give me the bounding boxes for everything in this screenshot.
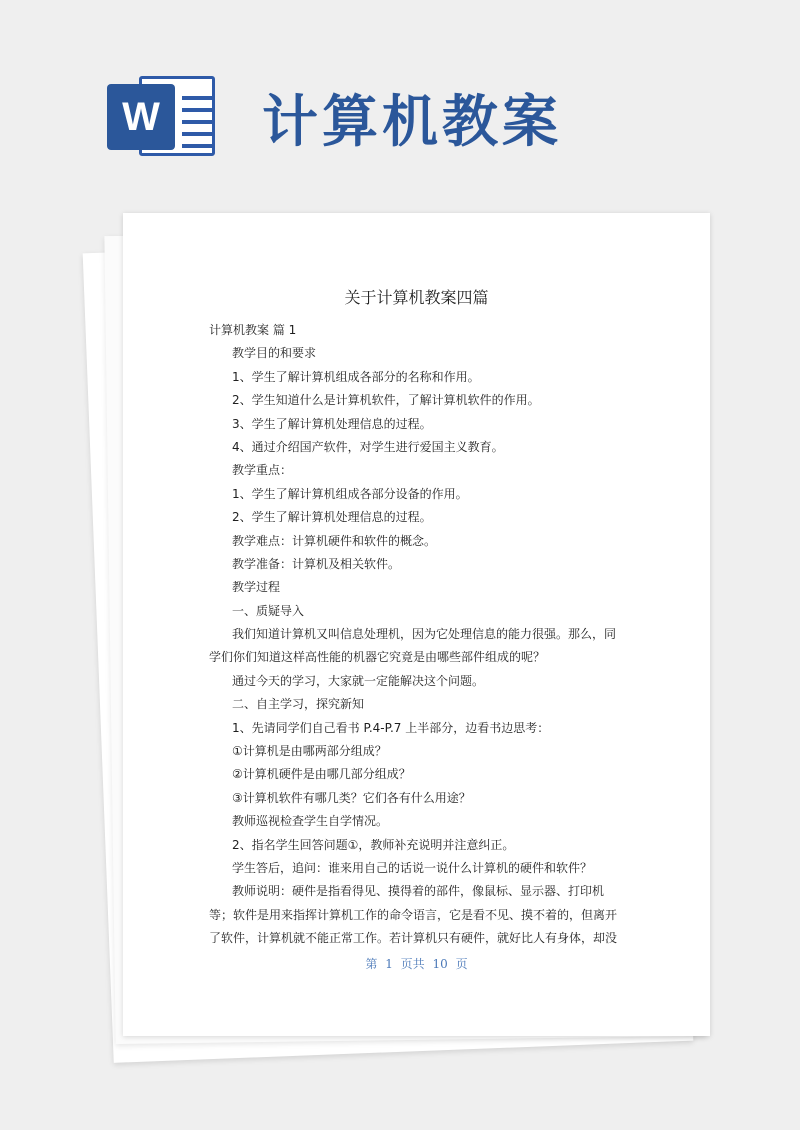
- text-line: ①计算机是由哪两部分组成？: [232, 744, 387, 759]
- text-line: 3、学生了解计算机处理信息的过程。: [232, 416, 432, 431]
- text-line: ②计算机硬件是由哪几部分组成？: [232, 767, 411, 782]
- doc-line: [182, 96, 212, 100]
- header-banner: [0, 0, 800, 200]
- text-line: 一、质疑导入: [232, 603, 305, 618]
- word-logo-badge: W: [107, 84, 175, 150]
- text-line: 学生答后，追问：谁来用自己的话说一说什么计算机的硬件和软件？: [232, 860, 593, 875]
- text-line: 1、学生了解计算机组成各部分的名称和作用。: [232, 369, 480, 384]
- text-line: 教学过程: [232, 580, 281, 595]
- document-title: 关于计算机教案四篇: [344, 288, 489, 307]
- text-line: 了软件，计算机就不能正常工作。若计算机只有硬件，就好比人有身体，却没: [209, 931, 618, 946]
- document-body: [209, 319, 699, 951]
- text-line: 教学准备：计算机及相关软件。: [232, 556, 401, 571]
- text-line: 1、先请同学们自己看书 P.4-P.7 上半部分，边看书边思考：: [232, 720, 550, 735]
- text-line: 教学重点：: [232, 463, 293, 478]
- text-line: 2、学生了解计算机处理信息的过程。: [232, 510, 432, 525]
- text-line: 教学目的和要求: [232, 346, 317, 361]
- text-line: 1、学生了解计算机组成各部分设备的作用。: [232, 486, 468, 501]
- doc-line: [182, 144, 212, 148]
- doc-line: [182, 120, 212, 124]
- text-line: 计算机教案 篇 1: [209, 323, 297, 337]
- text-line: 4、通过介绍国产软件，对学生进行爱国主义教育。: [232, 439, 504, 454]
- text-line: 我们知道计算机又叫信息处理机，因为它处理信息的能力很强。那么，同: [232, 627, 617, 642]
- document-page: [123, 213, 710, 1036]
- text-line: 通过今天的学习，大家就一定能解决这个问题。: [232, 673, 485, 688]
- text-line: 教学难点：计算机硬件和软件的概念。: [232, 533, 437, 548]
- text-line: 二、自主学习，探究新知: [232, 697, 365, 712]
- doc-line: [182, 132, 212, 136]
- text-line: 等；软件是用来指挥计算机工作的命令语言，它是看不见、摸不着的，但离开: [209, 907, 618, 922]
- text-line: 2、指名学生回答问题①，教师补充说明并注意纠正。: [232, 837, 515, 852]
- page-title: 计算机教案: [262, 90, 562, 155]
- text-line: 教师说明：硬件是指看得见、摸得着的部件，像鼠标、显示器、打印机: [232, 884, 605, 899]
- text-line: 教师巡视检查学生自学情况。: [232, 814, 389, 829]
- page-footer: 第 1 页共 10 页: [365, 957, 468, 971]
- text-line: ③计算机软件有哪几类？它们各有什么用途？: [232, 790, 471, 805]
- text-line: 学们你们知道这样高性能的机器它究竟是由哪些部件组成的呢？: [209, 650, 546, 665]
- word-document-icon: [107, 70, 217, 160]
- text-line: 2、学生知道什么是计算机软件，了解计算机软件的作用。: [232, 393, 540, 408]
- doc-line: [182, 108, 212, 112]
